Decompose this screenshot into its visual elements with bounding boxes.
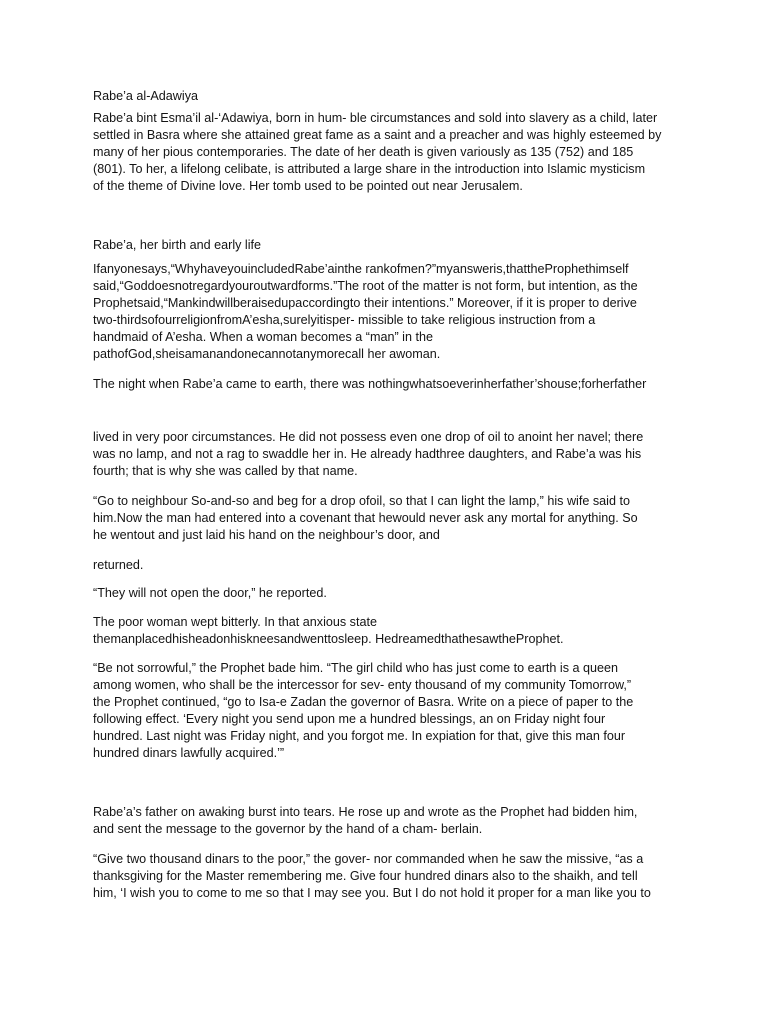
paragraph-line: “Be not sorrowful,” the Prophet bade him. “The girl child who has just come to earth is a queen [93, 661, 619, 675]
paragraph-line: thanksgiving for the Master remembering me. Give four hundred dinars also to the shaikh, and tell [93, 869, 638, 883]
paragraph-line: returned. [93, 558, 144, 572]
paragraph-line: Rabe’a’s father on awaking burst into tears. He rose up and wrote as the Prophet had bidden him, [93, 805, 638, 819]
intro-line: many of her pious contemporaries. The date of her death is given variously as 135 (752) and 185 [93, 145, 634, 159]
paragraph-line: two-thirdsofourreligionfromA’esha,surelyitisper- missible to take religious instruction from a [93, 313, 596, 327]
paragraph-line: hundred dinars lawfully acquired.’” [93, 746, 285, 760]
paragraph-line: him.Now the man had entered into a covenant that hewould never ask any mortal for anything. So [93, 511, 638, 525]
paragraph-line: “Give two thousand dinars to the poor,” the gover- nor commanded when he saw the missive, “as a [93, 852, 644, 866]
paragraph-line: he wentout and just laid his hand on the neighbour’s door, and [93, 528, 440, 542]
paragraph-line: was no lamp, and not a rag to swaddle her in. He already hadthree daughters, and Rabe’a was his [93, 447, 642, 461]
paragraph-line: The poor woman wept bitterly. In that anxious state [93, 615, 377, 629]
paragraph-line: hundred. Last night was Friday night, and you forgot me. In expiation for that, give this man four [93, 729, 626, 743]
paragraph-line: themanplacedhisheadonhiskneesandwenttosleep. HedreamedthathesawtheProphet. [93, 632, 564, 646]
intro-line: Rabe’a bint Esma’il al-‘Adawiya, born in hum- ble circumstances and sold into slavery as a child, later [93, 111, 658, 125]
paragraph-line: and sent the message to the governor by the hand of a cham- berlain. [93, 822, 483, 836]
paragraph-line: handmaid of A’esha. When a woman becomes a “man” in the [93, 330, 433, 344]
paragraph-line: said,“Goddoesnotregardyouroutwardforms.”The root of the matter is not form, but intention, as the [93, 279, 638, 293]
intro-line: settled in Basra where she attained great fame as a saint and a preacher and was highly esteemed by [93, 128, 662, 142]
paragraph-line: pathofGod,sheisamanandonecannotanymorecall her awoman. [93, 347, 441, 361]
paragraph-line: fourth; that is why she was called by that name. [93, 464, 358, 478]
paragraph-line: him, ‘I wish you to come to me so that I may see you. But I do not hold it proper for a man like you to [93, 886, 651, 900]
paragraph-line: “They will not open the door,” he reported. [93, 586, 327, 600]
paragraph-line: The night when Rabe’a came to earth, there was nothingwhatsoeverinherfather’shouse;forherfather [93, 377, 647, 391]
paragraph-line: Ifanyonesays,“WhyhaveyouincludedRabe’ainthe rankofmen?”myansweris,thattheProphethimself [93, 262, 629, 276]
paragraph-line: the Prophet continued, “go to Isa-e Zadan the governor of Basra. Write on a piece of paper to the [93, 695, 634, 709]
section-heading: Rabe’a, her birth and early life [93, 238, 262, 252]
intro-line: (801). To her, a lifelong celibate, is attributed a large share in the introduction into Islamic mysticism [93, 162, 646, 176]
intro-line: of the theme of Divine love. Her tomb used to be pointed out near Jerusalem. [93, 179, 523, 193]
paragraph-line: Prophetsaid,“Mankindwillberaisedupaccordingto their intentions.” Moreover, if it is proper to derive [93, 296, 637, 310]
paragraph-line: “Go to neighbour So-and-so and beg for a drop ofoil, so that I can light the lamp,” his wife said to [93, 494, 630, 508]
document-title: Rabe’a al-Adawiya [93, 89, 199, 103]
paragraph-line: among women, who shall be the intercessor for sev- enty thousand of my community Tomorrow,” [93, 678, 632, 692]
paragraph-line: following effect. ‘Every night you send upon me a hundred blessings, an on Friday night four [93, 712, 606, 726]
paragraph-line: lived in very poor circumstances. He did not possess even one drop of oil to anoint her navel; there [93, 430, 644, 444]
